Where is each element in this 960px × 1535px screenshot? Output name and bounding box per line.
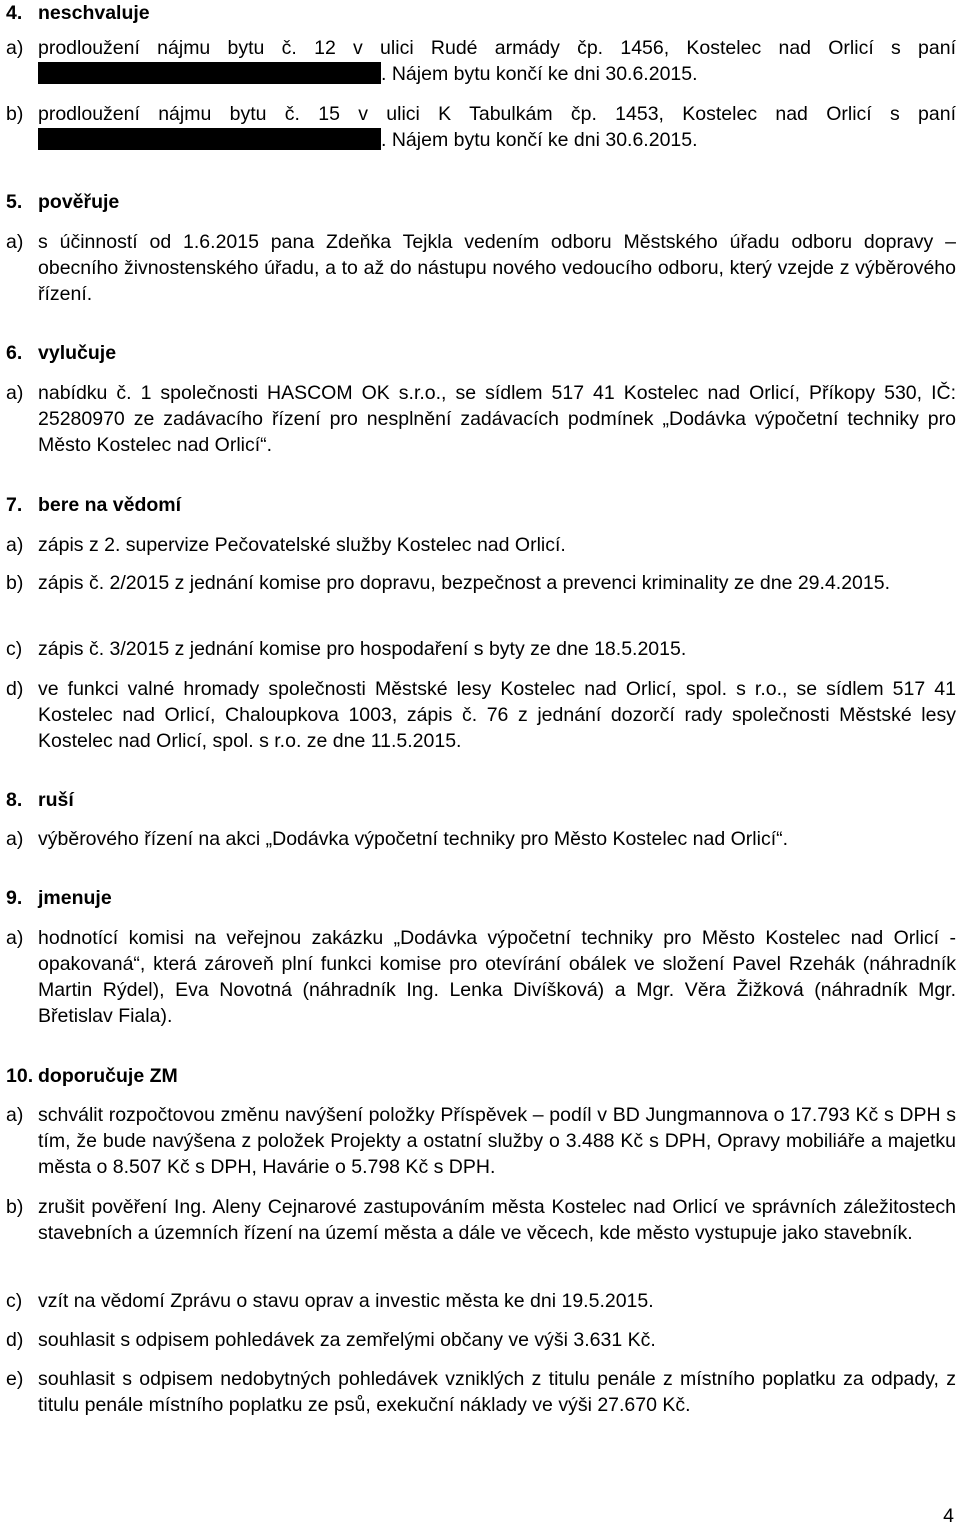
- item-text: ve funkci valné hromady společnosti Městské lesy Kostelec nad Orlicí, spol. s r.o., se sídlem 517 41 Kostelec nad Orlicí, Chaloupkova 1003, zápis č. 76 z jednání dozorčí rady společnosti Městské lesy Kostelec nad Orlicí, spol. s r.o. ze dne 11.5.2015.: [38, 678, 956, 752]
- page-number: 4: [943, 1505, 954, 1527]
- item-label: a): [6, 927, 24, 949]
- section-number: 9.: [6, 887, 23, 909]
- section-7-item-a: [6, 532, 956, 558]
- section-title: neschvaluje: [38, 2, 150, 24]
- item-text: souhlasit s odpisem nedobytných pohledávek vzniklých z titulu penále z místního poplatku za odpady, z titulu penále místního poplatku ze psů, exekuční náklady ve výši 27.670 Kč.: [38, 1368, 956, 1416]
- item-text: vzít na vědomí Zprávu o stavu oprav a investic města ke dni 19.5.2015.: [38, 1290, 654, 1312]
- section-number: 5.: [6, 191, 23, 213]
- section-7-item-c: [6, 636, 956, 662]
- item-text: nabídku č. 1 společnosti HASCOM OK s.r.o., se sídlem 517 41 Kostelec nad Orlicí, Příkopy 530, IČ: 25280970 ze zadávacího řízení pro nesplnění zadávacích podmínek „Dodávka výpočetní techniky pro Město Kostelec nad Orlicí“.: [38, 382, 956, 456]
- item-label: d): [6, 1329, 24, 1351]
- item-label: b): [6, 572, 24, 594]
- item-label: d): [6, 678, 24, 700]
- item-label: c): [6, 1290, 23, 1312]
- section-title: bere na vědomí: [38, 494, 182, 516]
- section-9-item-a: [6, 925, 956, 1029]
- section-4-item-b: [6, 101, 956, 153]
- section-9-heading: [6, 885, 112, 911]
- section-6-heading: [6, 340, 116, 366]
- section-number: 10.: [6, 1065, 34, 1087]
- section-number: 8.: [6, 789, 23, 811]
- section-title: jmenuje: [38, 887, 112, 909]
- section-4-heading: [6, 0, 150, 26]
- section-title: doporučuje ZM: [38, 1065, 178, 1087]
- section-8-heading: [6, 787, 74, 813]
- item-text-line: . Nájem bytu končí ke dni 30.6.2015.: [381, 129, 698, 151]
- item-label: a): [6, 231, 24, 253]
- item-label: c): [6, 638, 23, 660]
- section-10-item-b: [6, 1194, 956, 1246]
- section-4-item-a: [6, 35, 956, 87]
- section-7-item-b: [6, 570, 956, 596]
- item-text-line: . Nájem bytu končí ke dni 30.6.2015.: [381, 63, 698, 85]
- item-text: hodnotící komisi na veřejnou zakázku „Dodávka výpočetní techniky pro Město Kostelec nad Orlicí - opakovaná“, která zároveň plní funkci komise pro otevírání obálek ve složení Pavel Rzehák (náhradník Martin Rýdel), Eva Novotná (náhradník Ing. Lenka Divíšková) a Mgr. Věra Žižková (náhradník Mgr. Břetislav Fiala).: [38, 927, 956, 1027]
- item-text-line: prodloužení nájmu bytu č. 15 v ulici K Tabulkám čp. 1453, Kostelec nad Orlicí s paní: [38, 103, 956, 125]
- item-text: souhlasit s odpisem pohledávek za zemřelými občany ve výši 3.631 Kč.: [38, 1329, 656, 1351]
- item-text: schválit rozpočtovou změnu navýšení položky Příspěvek – podíl v BD Jungmannova o 17.793 Kč s DPH s tím, že bude navýšena z položek Projekty a ostatní služby o 3.488 Kč s DPH, Opravy mobiliáře a majetku města o 8.507 Kč s DPH, Havárie o 5.798 Kč s DPH.: [38, 1104, 956, 1178]
- item-text: zápis z 2. supervize Pečovatelské služby Kostelec nad Orlicí.: [38, 534, 566, 556]
- redacted-name: [38, 62, 381, 84]
- section-7-heading: [6, 492, 181, 518]
- section-title: pověřuje: [38, 191, 120, 213]
- item-label: a): [6, 382, 24, 404]
- section-number: 7.: [6, 494, 23, 516]
- section-5-heading: [6, 189, 119, 215]
- item-label: b): [6, 1196, 24, 1218]
- section-6-item-a: [6, 380, 956, 458]
- section-8-item-a: [6, 826, 956, 852]
- item-label: a): [6, 1104, 24, 1126]
- section-7-item-d: [6, 676, 956, 754]
- section-title: ruší: [38, 789, 74, 811]
- redacted-name: [38, 128, 381, 150]
- item-text-line: prodloužení nájmu bytu č. 12 v ulici Rudé armády čp. 1456, Kostelec nad Orlicí s paní: [38, 37, 956, 59]
- item-text: výběrového řízení na akci „Dodávka výpočetní techniky pro Město Kostelec nad Orlicí“.: [38, 828, 789, 850]
- section-10-item-d: [6, 1327, 956, 1353]
- item-text: zápis č. 3/2015 z jednání komise pro hospodaření s byty ze dne 18.5.2015.: [38, 638, 687, 660]
- section-10-item-a: [6, 1102, 956, 1180]
- item-label: a): [6, 534, 24, 556]
- item-label: e): [6, 1368, 24, 1390]
- item-label: b): [6, 103, 24, 125]
- item-text: s účinností od 1.6.2015 pana Zdeňka Tejkla vedením odboru Městského úřadu odboru dopravy – obecního živnostenského úřadu, a to až do nástupu nového vedoucího odboru, který vzejde z výběrového řízení.: [38, 231, 956, 305]
- item-text: zápis č. 2/2015 z jednání komise pro dopravu, bezpečnost a prevenci kriminality ze dne 29.4.2015.: [38, 572, 891, 594]
- section-5-item-a: [6, 229, 956, 307]
- section-10-item-c: [6, 1288, 956, 1314]
- item-label: a): [6, 37, 24, 59]
- section-number: 4.: [6, 2, 23, 24]
- section-10-heading: [6, 1063, 178, 1089]
- item-label: a): [6, 828, 24, 850]
- section-title: vylučuje: [38, 342, 117, 364]
- section-number: 6.: [6, 342, 23, 364]
- item-text: zrušit pověření Ing. Aleny Cejnarové zastupováním města Kostelec nad Orlicí ve správních záležitostech stavebních a územních řízení na území města a dále ve věcech, kde město vystupuje jako stavebník.: [38, 1196, 956, 1244]
- section-10-item-e: [6, 1366, 956, 1418]
